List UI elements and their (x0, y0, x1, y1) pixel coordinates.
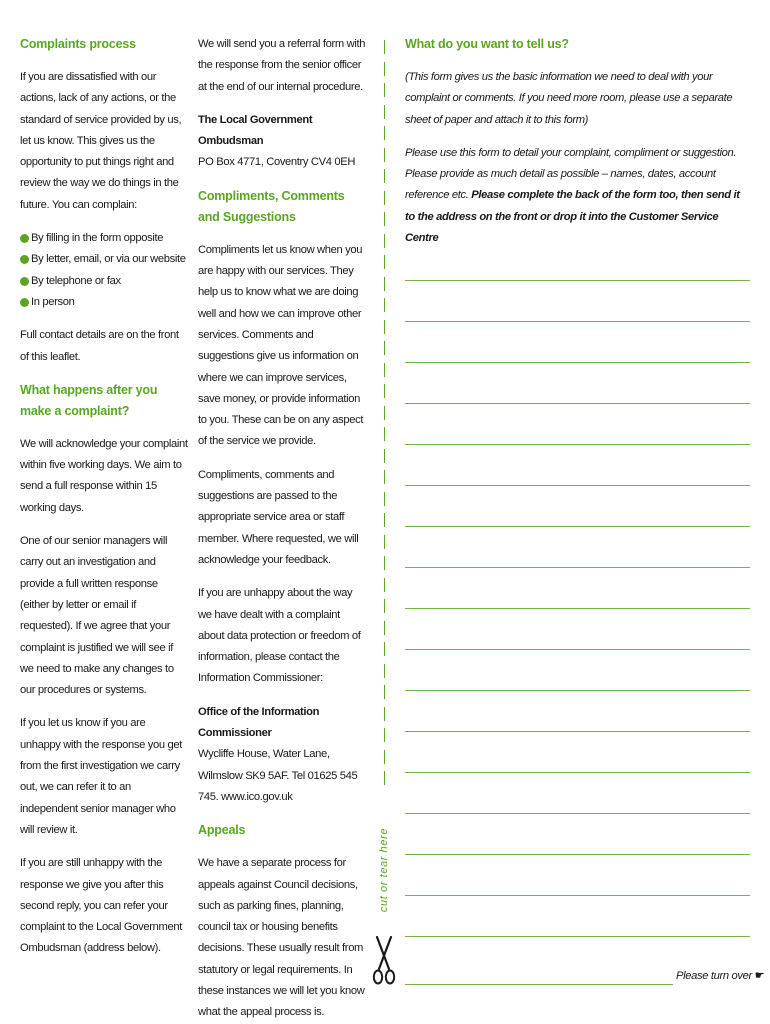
appeals-paragraph: We have a separate process for appeals against Council decisions, such as parking fines, planning, council tax or housing benefits decisions. These usually result from statutory or legal requirements. In these instances we will let you know what the appeal process is. (198, 857, 365, 1019)
writing-line[interactable] (405, 280, 750, 281)
cut-line-dash (384, 513, 385, 527)
bullet-icon (20, 277, 29, 286)
investigation-paragraph: One of our senior managers will carry out an investigation and provide a full written response (either by letter or email if requested). If we agree that your complaint is justified we will see if we need to make any changes to our procedures or systems. (20, 535, 174, 697)
complaints-column (20, 34, 188, 960)
cut-line-dash (384, 148, 385, 162)
information-column (198, 34, 368, 1024)
cut-line-dash (384, 234, 385, 248)
writing-line[interactable] (405, 772, 750, 773)
cut-line-dash (384, 664, 385, 678)
cut-line-dash (384, 341, 385, 355)
complaints-intro: If you are dissatisfied with our actions, lack of any actions, or the standard of service provided by us, let us know. This gives us the opportunity to put things right and review the way we do things in the future. You can complain: (20, 71, 182, 211)
cut-line-dash (384, 212, 385, 226)
cut-line-dash (384, 707, 385, 721)
cut-line-dash (384, 320, 385, 334)
writing-line[interactable] (405, 567, 750, 568)
cut-line-dash (384, 126, 385, 140)
list-item: By telephone or fax (20, 271, 188, 292)
pointing-hand-icon: ☛ (754, 970, 765, 982)
scissors-icon (372, 935, 396, 987)
cut-line-dash (384, 642, 385, 656)
ico-name: Office of the Information Commissioner (198, 705, 320, 740)
after-complaint-heading: What happens after you make a complaint? (20, 382, 158, 418)
bullet-icon (20, 255, 29, 264)
contact-note: Full contact details are on the front of this leaflet. (20, 329, 179, 363)
cut-line-dash (384, 83, 385, 97)
writing-line[interactable] (405, 895, 750, 896)
cut-line-dash (384, 427, 385, 441)
review-paragraph: If you let us know if you are unhappy with the response you get from the first investigation we carry out, we can refer it to an independent senior manager who will review it. (20, 717, 182, 836)
writing-line[interactable] (405, 854, 750, 855)
writing-line[interactable] (405, 403, 750, 404)
cut-line-dash (384, 62, 385, 76)
ico-address: Wycliffe House, Water Lane, Wilmslow SK9 5AF. Tel 01625 545 745. www.ico.gov.uk (198, 748, 358, 803)
list-item: By letter, email, or via our website (20, 249, 188, 270)
cut-line-dash (384, 685, 385, 699)
cut-line-dash (384, 384, 385, 398)
cut-line-dash (384, 492, 385, 506)
cut-or-tear-label: cut or tear here (378, 827, 390, 913)
cut-line-dash (384, 578, 385, 592)
bullet-icon (20, 298, 29, 307)
writing-line[interactable] (405, 690, 750, 691)
ombudsman-name: The Local Government Ombudsman (198, 113, 313, 148)
cut-line-dash (384, 535, 385, 549)
cut-line-dash (384, 599, 385, 613)
cut-line-dash (384, 406, 385, 420)
appeals-heading: Appeals (198, 823, 246, 838)
writing-line[interactable] (405, 321, 750, 322)
ombudsman-address: PO Box 4771, Coventry CV4 0EH (198, 156, 356, 169)
cut-line-dash (384, 363, 385, 377)
cut-line-dash (384, 191, 385, 205)
cut-line-dash (384, 728, 385, 742)
cut-line-dash (384, 105, 385, 119)
writing-line[interactable] (405, 526, 750, 527)
form-instructions-bold: Please complete the back of the form too, then send it to the address on the front or drop it into the Customer Service Centre (405, 189, 740, 245)
cut-line-dash (384, 169, 385, 183)
referral-paragraph: We will send you a referral form with the response from the senior officer at the end of our internal procedure. (198, 38, 366, 93)
information-commissioner-paragraph: If you are unhappy about the way we have dealt with a complaint about data protection or freedom of information, please contact the Information Commissioner: (198, 587, 361, 685)
feedback-form (405, 34, 750, 249)
cut-line-dash (384, 750, 385, 764)
ombudsman-referral-paragraph: If you are still unhappy with the response we give you after this second reply, you can refer your complaint to the Local Government Ombudsman (address below). (20, 857, 182, 955)
cut-line-dash (384, 40, 385, 54)
writing-line[interactable] (405, 984, 673, 985)
form-heading: What do you want to tell us? (405, 37, 569, 51)
writing-line[interactable] (405, 731, 750, 732)
complaint-methods-list (20, 228, 188, 313)
writing-line[interactable] (405, 485, 750, 486)
writing-line[interactable] (405, 362, 750, 363)
writing-line[interactable] (405, 649, 750, 650)
cut-line-dash (384, 449, 385, 463)
bullet-icon (20, 234, 29, 243)
form-intro: (This form gives us the basic information we need to deal with your complaint or comments. If you need more room, please use a separate sheet of paper and attach it to this form) (405, 71, 733, 126)
writing-line[interactable] (405, 444, 750, 445)
cut-line-dash (384, 277, 385, 291)
compliments-heading: Compliments, Comments and Suggestions (198, 188, 345, 224)
writing-line[interactable] (405, 936, 750, 937)
writing-line[interactable] (405, 813, 750, 814)
cut-line-dash (384, 621, 385, 635)
form-instructions: Please use this form to detail your complaint, compliment or suggestion. Please provide as much detail as possible – names, dates, account reference etc. Please complete the back of the form too, then send it to the address on the front or drop it into the Customer Service Centre (405, 146, 740, 245)
feedback-routing-paragraph: Compliments, comments and suggestions are passed to the appropriate service area or staff member. Where requested, we will acknowledge your feedback. (198, 468, 359, 566)
cut-line-dash (384, 771, 385, 785)
turn-over-note: Please turn over ☛ (676, 970, 765, 982)
cut-line-dash (384, 470, 385, 484)
acknowledgement-paragraph: We will acknowledge your complaint within five working days. We aim to send a full response within 15 working days. (20, 437, 188, 514)
complaints-heading: Complaints process (20, 37, 136, 51)
writing-line[interactable] (405, 608, 750, 609)
list-item: In person (20, 292, 188, 313)
cut-line-dash (384, 255, 385, 269)
compliments-paragraph: Compliments let us know when you are happy with our services. They help us to know what we are doing well and how we can improve other services. Comments and suggestions give us information on where we can improve services, save money, or provide information to you. These can be on any aspect of the service we provide. (198, 243, 364, 448)
cut-line-dash (384, 298, 385, 312)
cut-line-dash (384, 556, 385, 570)
list-item: By filling in the form opposite (20, 228, 188, 249)
